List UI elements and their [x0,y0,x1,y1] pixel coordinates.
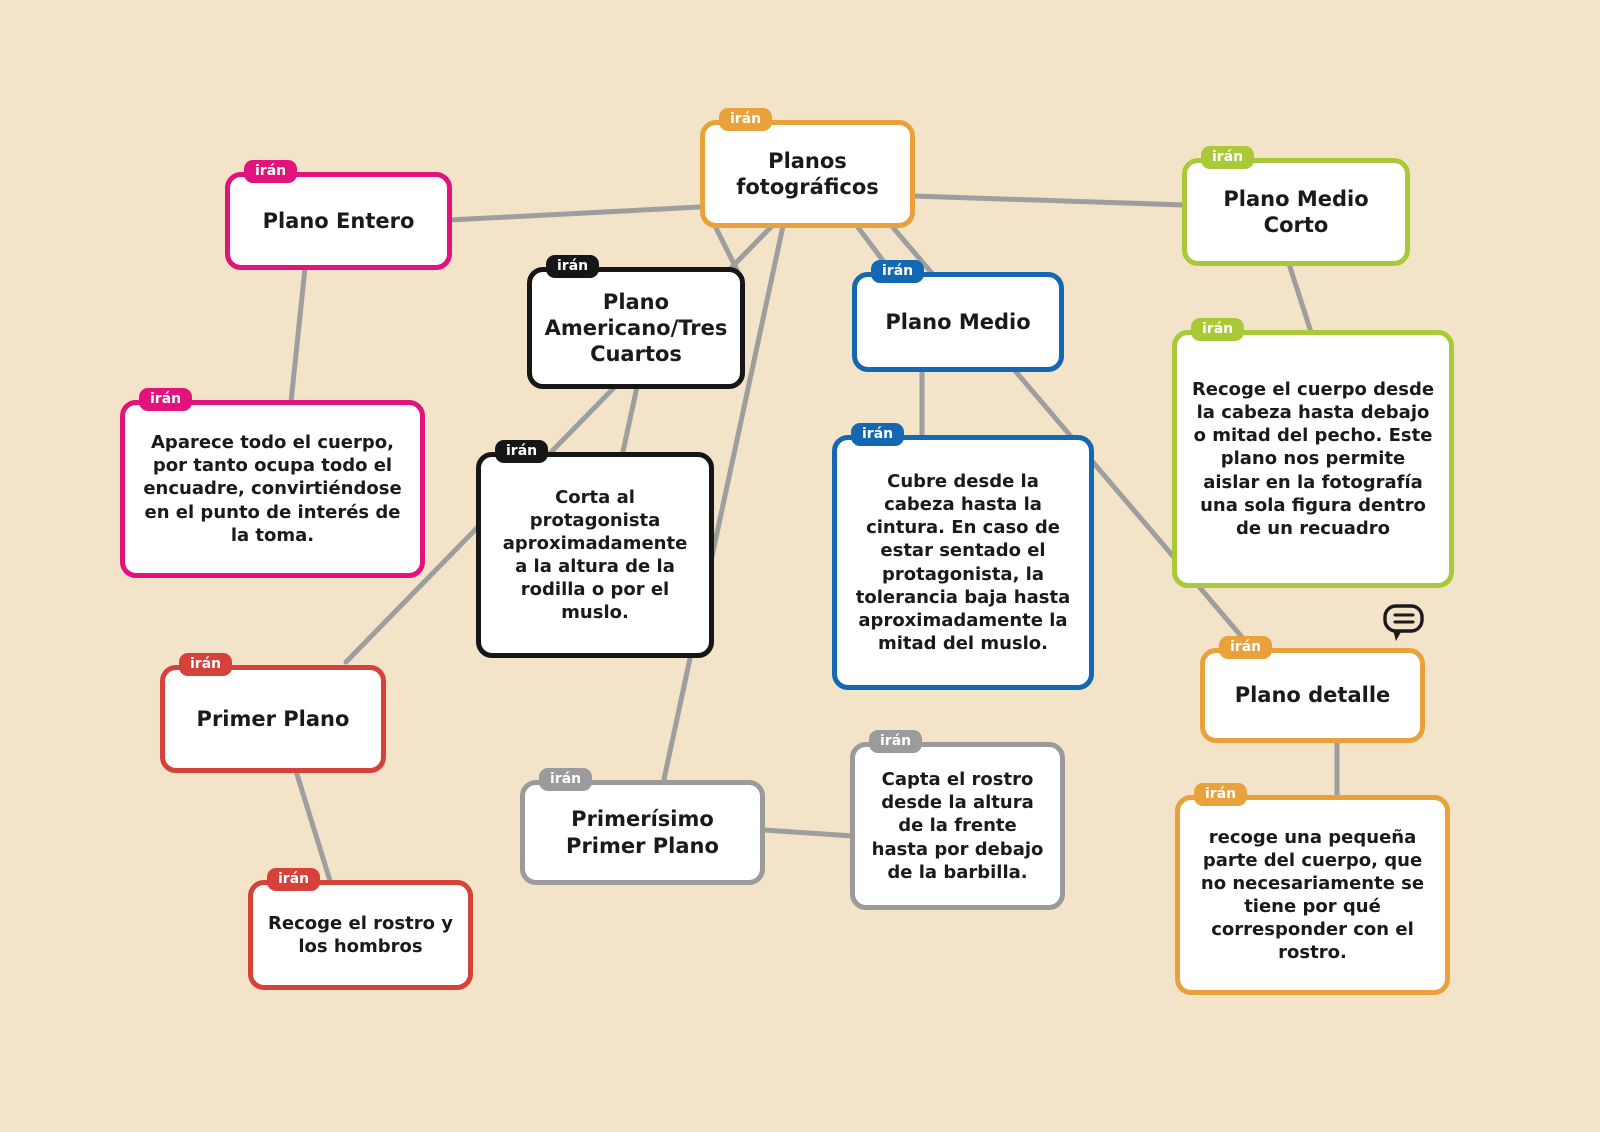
author-tag: irán [851,423,904,446]
node-plano-entero-desc[interactable] [120,391,425,578]
comment-icon[interactable] [1381,602,1425,646]
node-label: Aparece todo el cuerpo, por tanto ocupa todo el encuadre, convirtiéndose en el punto de interés de la toma. [143,432,402,546]
node-label: Plano Medio [885,309,1031,334]
node-primerisimo-primer-plano-desc[interactable] [850,733,1065,910]
node-label: Primerísimo Primer Plano [566,807,719,858]
connector-line-plano-entero--plano-entero-desc [291,268,305,402]
node-label: Recoge el cuerpo desde la cabeza hasta debajo o mitad del pecho. Este plano nos permite aislar en la fotografía una sola figura dentro de un recuadro [1191,379,1435,539]
node-label: Recoge el rostro y los hombros [268,912,453,957]
node-primer-plano-desc[interactable] [248,871,473,990]
node-label: Corta al protagonista aproximadamente a la altura de la rodilla o por el muslo. [502,486,688,624]
author-tag: irán [179,653,232,676]
author-tag: irán [869,730,922,753]
author-tag: irán [1194,783,1247,806]
author-tag: irán [871,260,924,283]
node-plano-medio-desc[interactable] [832,426,1094,690]
author-tag: irán [539,768,592,791]
node-plano-entero[interactable] [225,163,452,270]
node-label: Plano Entero [262,208,415,233]
author-tag: irán [1191,318,1244,341]
node-plano-medio-corto[interactable] [1182,149,1410,266]
node-label: Cubre desde la cabeza hasta la cintura. En caso de estar sentado el protagonista, la tolerancia baja hasta aproximadamente la mitad del muslo. [855,471,1071,654]
node-plano-medio[interactable] [852,263,1064,372]
node-label: Planos fotográficos [736,148,879,199]
author-tag: irán [139,388,192,411]
connector-line-planos-fotograficos--plano-medio [857,226,884,262]
node-label: Primer Plano [196,706,350,731]
connector-line-primerisimo-primer-plano--primerisimo-primer-plano-desc [764,830,853,836]
author-tag: irán [244,160,297,183]
node-plano-detalle-desc[interactable] [1175,786,1450,995]
author-tag: irán [267,868,320,891]
node-label: Plano Americano/Tres Cuartos [544,289,728,367]
node-primer-plano[interactable] [160,656,386,773]
node-label: Capta el rostro desde la altura de la frente hasta por debajo de la barbilla. [871,769,1044,883]
node-plano-detalle[interactable] [1200,639,1425,743]
connector-line-planos-fotograficos--plano-entero [450,207,700,220]
node-plano-americano[interactable] [527,258,745,389]
node-plano-medio-corto-desc[interactable] [1172,321,1454,588]
connector-line-plano-americano--plano-americano-desc [622,387,637,456]
author-tag: irán [1201,146,1254,169]
connector-line-planos-fotograficos--plano-medio-corto [913,196,1184,205]
author-tag: irán [719,108,772,131]
node-label: recoge una pequeña parte del cuerpo, que no necesariamente se tiene por qué corresponder con el rostro. [1200,826,1425,964]
node-label: Plano detalle [1234,683,1391,708]
node-primerisimo-primer-plano[interactable] [520,771,765,885]
author-tag: irán [495,440,548,463]
author-tag: irán [546,255,599,278]
connector-line-plano-medio-corto--plano-medio-corto-desc [1289,264,1311,332]
author-tag: irán [1219,636,1272,659]
node-planos-fotograficos[interactable] [700,111,915,228]
node-plano-americano-desc[interactable] [476,443,714,658]
node-label: Plano Medio Corto [1223,186,1369,237]
